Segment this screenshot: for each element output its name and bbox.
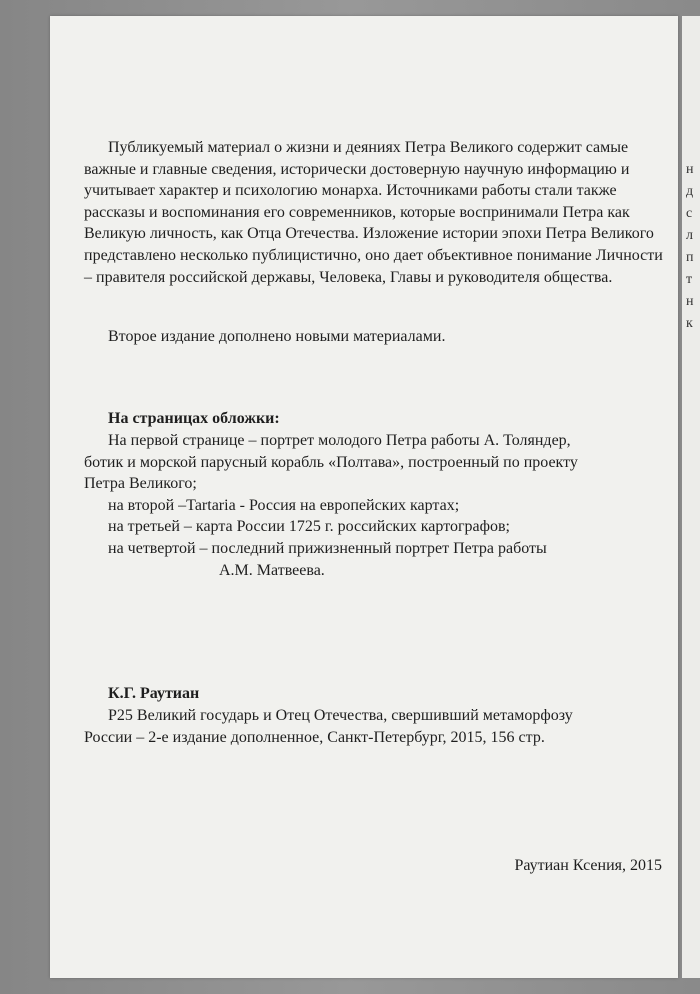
next-page-letter: т bbox=[686, 272, 693, 287]
intro-paragraph: Публикуемый материал о жизни и деяниях Петра Великого содержит самые важные и главные сведения, исторически достоверную научную информацию и учитывает характер и психологию монарха. Источниками работы стали также рассказы и воспоминания его современников, которые воспринимали Петра как Великую личность, как Отца Отечества. Изложение истории эпохи Петра Великого представлено несколько публицистично, оно дает объективное понимание Личности – правителя российской державы, Человека, Главы и руководителя общества. bbox=[84, 139, 663, 286]
covers-first-line: Петра Великого; bbox=[84, 475, 197, 493]
next-page-letter: с bbox=[686, 206, 693, 221]
next-page-letter: п bbox=[686, 250, 694, 265]
covers-second-item: на второй –Tartaria - Россия на европейских картах; bbox=[108, 496, 460, 514]
covers-fourth-item: на четвертой – последний прижизненный портрет Петра работы bbox=[108, 539, 547, 557]
next-page-letter: л bbox=[686, 228, 693, 243]
bibliographic-line: Р25 Великий государь и Отец Отечества, свершивший метаморфозу bbox=[108, 707, 573, 724]
second-edition-text: Второе издание дополнено новыми материалами. bbox=[108, 328, 446, 345]
next-page-letter: д bbox=[686, 184, 694, 199]
bibliographic-record bbox=[84, 705, 664, 748]
bibliographic-line: России – 2-е издание дополненное, Санкт-Петербург, 2015, 156 стр. bbox=[84, 728, 545, 746]
copyright-line: Раутиан Ксения, 2015 bbox=[514, 857, 662, 874]
next-page-letter: н bbox=[686, 294, 694, 309]
author-name: К.Г. Раутиан bbox=[108, 685, 200, 702]
covers-first-line: На первой странице – портрет молодого Петра работы А. Толяндер, bbox=[108, 432, 571, 449]
next-page-edge bbox=[682, 16, 700, 978]
next-page-letter: к bbox=[686, 316, 693, 331]
covers-heading-block bbox=[84, 408, 664, 430]
covers-list bbox=[84, 430, 664, 581]
covers-fourth-item: А.М. Матвеева. bbox=[219, 561, 325, 579]
next-page-letter: н bbox=[686, 162, 694, 177]
author-block bbox=[84, 683, 664, 705]
second-edition-note bbox=[84, 326, 664, 348]
covers-first-line: ботик и морской парусный корабль «Полтава», построенный по проекту bbox=[84, 453, 578, 471]
covers-heading: На страницах обложки: bbox=[108, 410, 280, 427]
covers-third-item: на третьей – карта России 1725 г. российских картографов; bbox=[108, 518, 510, 536]
intro-section bbox=[84, 137, 664, 288]
